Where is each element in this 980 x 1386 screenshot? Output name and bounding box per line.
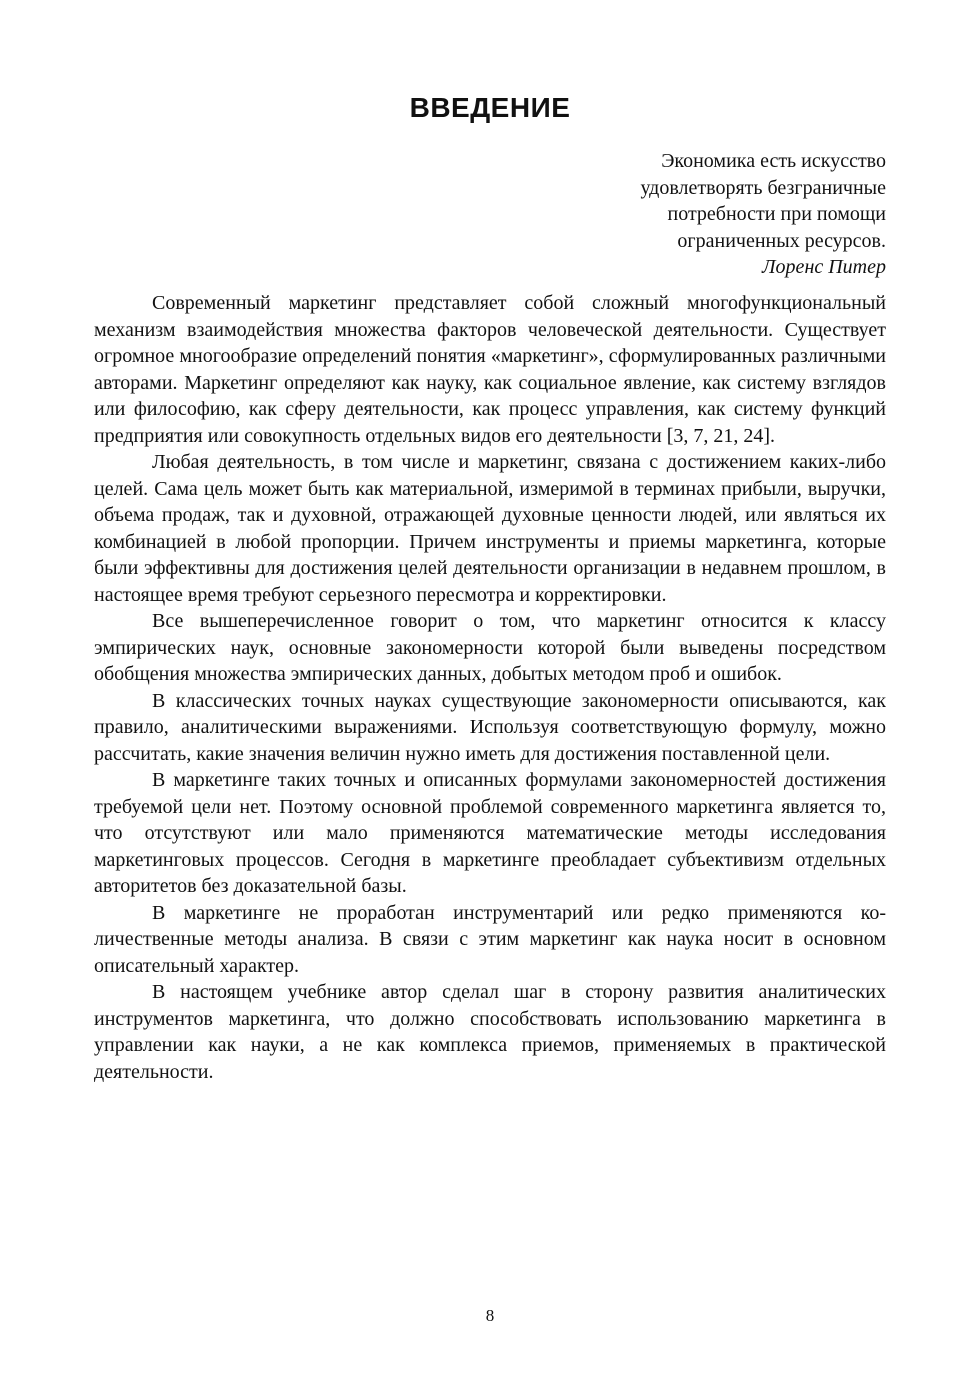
page-title: ВВЕДЕНИЕ — [409, 92, 571, 123]
body-text — [94, 290, 886, 1085]
epigraph-line: Экономика есть искусство — [661, 150, 886, 172]
paragraph: В классических точных науках существующие закономерности описываются, как правило, аналитическими выражениями. Используя соответствующую формулу, можно рассчитать, какие значения величин нужно иметь для достижения поставленной цели. — [94, 689, 886, 765]
paragraph: Современный маркетинг представляет собой сложный многофункциональный механизм взаимодействия множества факторов человеческой деятельности. Существует огромное многообразие определений понятия «маркетинг», сформулированных различными авторами. Маркетинг определяют как науку, как социальное явление, как систему взглядов или философию, как сферу деятельности, как процесс управления, как систему функций предприятия или совокупность отдельных видов его деятельности [3, 7, 21, 24]. — [94, 292, 886, 447]
paragraph: Все вышеперечисленное говорит о том, что маркетинг относится к классу эмпирических наук, основные закономерности которой были выведены посредством обобщения множества эмпирических данных, добытых методом проб и ошибок. — [94, 610, 886, 685]
paragraph: В настоящем учебнике автор сделал шаг в сторону развития аналитических инструментов маркетинга, что должно способствовать использованию маркетинга в управлении как науки, а не как комплекса приемов, применяемых в практической деятельности. — [94, 981, 886, 1083]
paragraph: Любая деятельность, в том числе и маркетинг, связана с достижением каких-либо целей. Сама цель может быть как материальной, измеримой в терминах прибыли, выручки, объема продаж, так и духовной, отражающей духовные ценности людей, или являться их комбинацией в любой пропорции. Причем инструменты и приемы маркетинга, которые были эффективны для достижения целей деятельности организации в недавнем прошлом, в настоящее время требуют серьезного пересмотра и корректировки. — [94, 451, 886, 606]
epigraph-author: Лоренс Питер — [762, 256, 886, 278]
page-number: 8 — [485, 1306, 495, 1325]
paragraph: В маркетинге таких точных и описанных формулами закономерностей достижения требуемой цели нет. Поэтому основной проблемой современного маркетинга является то, что отсутствуют или мало применяются математические методы исследования маркетинговых процессов. Сегодня в маркетинге преобладает субъективизм отдельных авторитетов без доказательной базы. — [94, 769, 886, 897]
paragraph: В маркетинге не проработан инструментарий или редко применяются количественные методы анализа. В связи с этим маркетинг как наука носит в основном описательный характер. — [94, 901, 886, 977]
epigraph-line: ограниченных ресурсов. — [677, 229, 886, 252]
epigraph — [640, 148, 886, 281]
epigraph-line: удовлетворять безграничные — [640, 176, 886, 199]
epigraph-line: потребности при помощи — [667, 203, 886, 225]
